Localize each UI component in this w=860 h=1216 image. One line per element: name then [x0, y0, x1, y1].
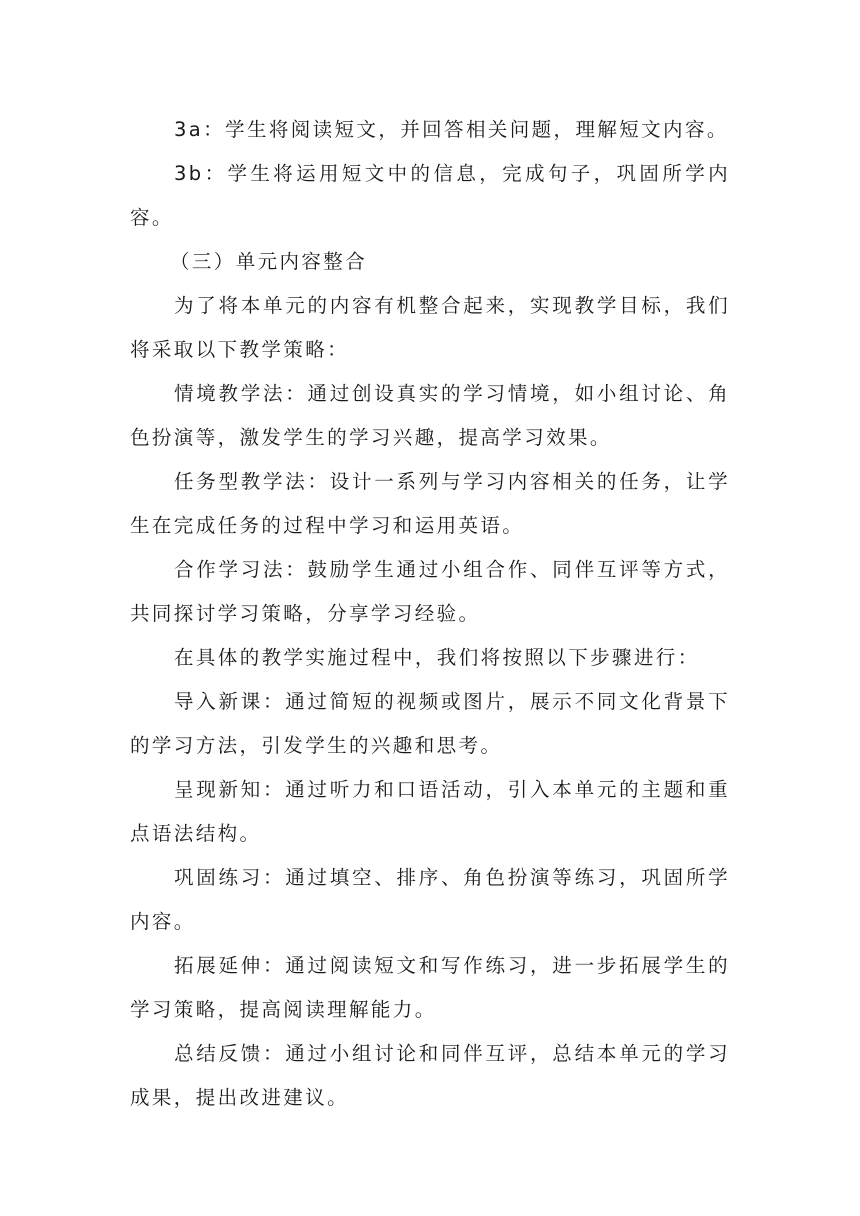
paragraph-practice: 巩固练习：通过填空、排序、角色扮演等练习，巩固所学内容。: [130, 866, 730, 933]
paragraph-3b: 3b：学生将运用短文中的信息，完成句子，巩固所学内容。: [130, 162, 730, 229]
section-heading: （三）单元内容整合: [170, 250, 368, 273]
paragraph-cooperative-learning: 合作学习法：鼓励学生通过小组合作、同伴互评等方式，共同探讨学习策略，分享学习经验。: [130, 558, 730, 625]
paragraph-extension: 拓展延伸：通过阅读短文和写作练习，进一步拓展学生的学习策略，提高阅读理解能力。: [130, 954, 730, 1021]
paragraph-presentation: 呈现新知：通过听力和口语活动，引入本单元的主题和重点语法结构。: [130, 778, 730, 845]
paragraph-situational-teaching: 情境教学法：通过创设真实的学习情境，如小组讨论、角色扮演等，激发学生的学习兴趣，提高学习效果。: [130, 382, 730, 449]
paragraph-steps-intro: 在具体的教学实施过程中，我们将按照以下步骤进行：: [174, 646, 700, 669]
paragraph-lead-in: 导入新课：通过简短的视频或图片，展示不同文化背景下的学习方法，引发学生的兴趣和思考。: [130, 690, 730, 757]
paragraph-intro: 为了将本单元的内容有机整合起来，实现教学目标，我们将采取以下教学策略：: [130, 294, 730, 361]
paragraph-3a: 3a：学生将阅读短文，并回答相关问题，理解短文内容。: [174, 118, 729, 141]
document-body: [130, 108, 730, 1120]
paragraph-summary: 总结反馈：通过小组讨论和同伴互评，总结本单元的学习成果，提出改进建议。: [130, 1042, 730, 1109]
paragraph-task-based-teaching: 任务型教学法：设计一系列与学习内容相关的任务，让学生在完成任务的过程中学习和运用英语。: [130, 470, 730, 537]
